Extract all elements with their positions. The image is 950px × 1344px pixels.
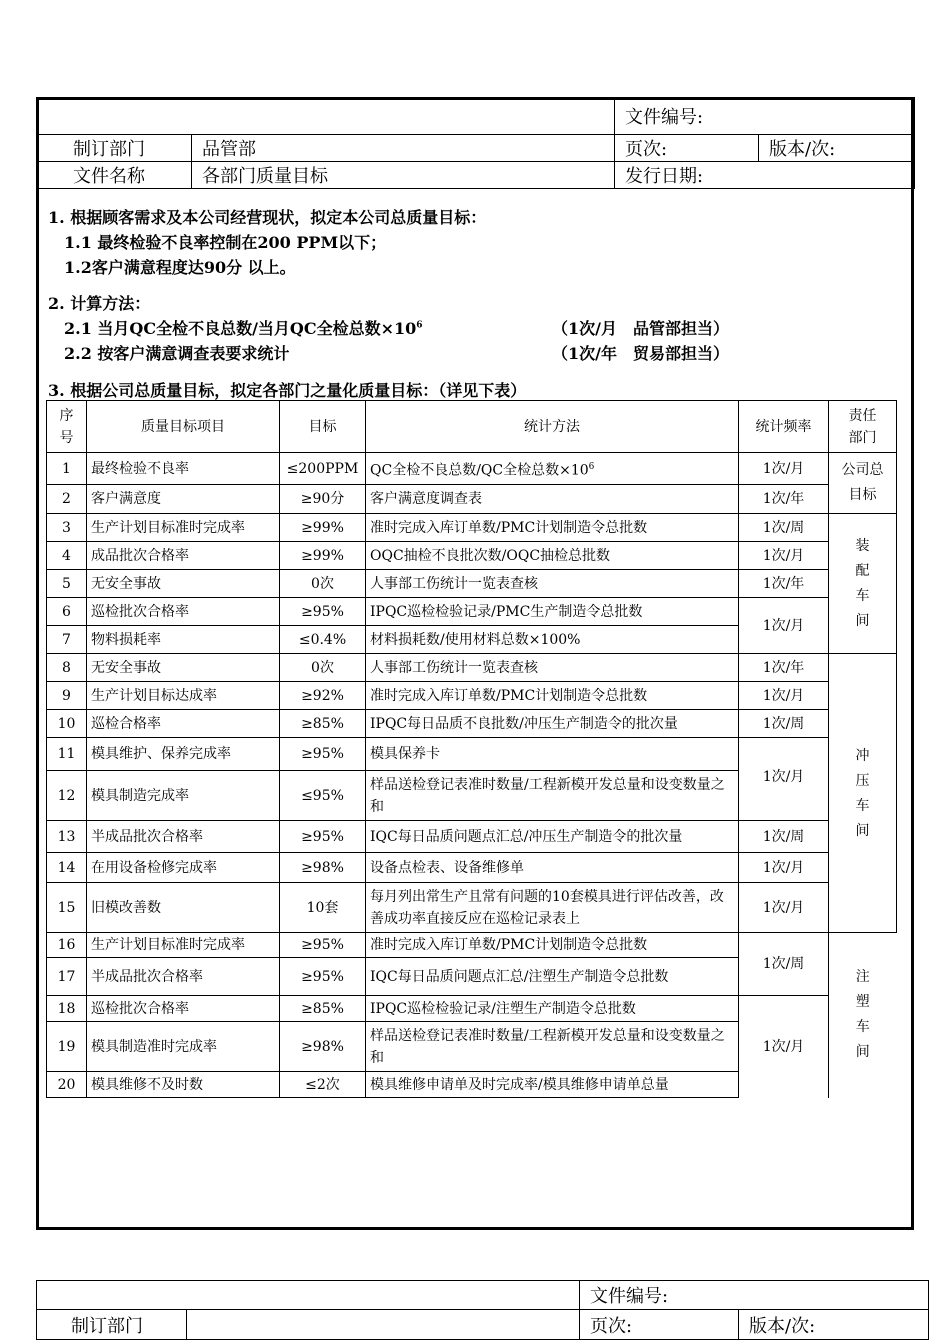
dept-injection: 注 塑 车 间	[829, 933, 897, 1098]
row-target: ≥99%	[280, 514, 366, 542]
table-row	[47, 821, 897, 853]
row-method: 准时完成入库订单数/PMC计划制造令总批数	[366, 682, 739, 710]
row-no: 10	[47, 710, 87, 738]
row-freq: 1次/月	[739, 883, 829, 933]
table-header-row	[47, 401, 897, 453]
row-method: 模具保养卡	[366, 738, 739, 771]
row-method: IPQC巡检检验记录/PMC生产制造令总批数	[366, 598, 739, 626]
row-item: 成品批次合格率	[87, 542, 280, 570]
row-target: ≥90分	[280, 485, 366, 514]
row-item: 巡检批次合格率	[87, 996, 280, 1022]
row-no: 8	[47, 654, 87, 682]
section-1-heading: 1. 根据顾客需求及本公司经营现状，拟定本公司总质量目标：	[48, 208, 487, 227]
doc-no-label: 文件编号:	[615, 98, 915, 135]
row-target: ≥95%	[280, 738, 366, 771]
row-no: 3	[47, 514, 87, 542]
row-method: 准时完成入库订单数/PMC计划制造令总批数	[366, 514, 739, 542]
row-method: 样品送检登记表准时数量/工程新模开发总量和设变数量之和	[366, 1022, 739, 1072]
section-2-1-note: （1次/月 品管部担当）	[552, 319, 729, 338]
table-row	[47, 570, 897, 598]
row-target: ≥85%	[280, 710, 366, 738]
section-1-2: 1.2客户满意程度达90分 以上。	[64, 258, 296, 277]
col-header-no: 序 号	[47, 401, 87, 453]
doc-name-value: 各部门质量目标	[192, 162, 615, 189]
row-method: 人事部工伤统计一览表查核	[366, 570, 739, 598]
row-no: 16	[47, 933, 87, 958]
row-item: 生产计划目标准时完成率	[87, 514, 280, 542]
row-method: 准时完成入库订单数/PMC计划制造令总批数	[366, 933, 739, 958]
row-method: 材料损耗数/使用材料总数×100%	[366, 626, 739, 654]
row-item: 半成品批次合格率	[87, 958, 280, 996]
section-2-1-exponent: 6	[416, 320, 423, 331]
row-freq: 1次/周	[739, 933, 829, 996]
row-no: 12	[47, 771, 87, 821]
table-row	[47, 883, 897, 933]
next-page-header	[36, 1280, 929, 1340]
row-no: 1	[47, 453, 87, 485]
row-no: 19	[47, 1022, 87, 1072]
row-no: 20	[47, 1072, 87, 1098]
row-item: 最终检验不良率	[87, 453, 280, 485]
table-row	[47, 853, 897, 883]
row-method: IQC每日品质问题点汇总/注塑生产制造令总批数	[366, 958, 739, 996]
row-method: 人事部工伤统计一览表查核	[366, 654, 739, 682]
row-item: 无安全事故	[87, 654, 280, 682]
row-target: ≥98%	[280, 1022, 366, 1072]
row-target: 0次	[280, 654, 366, 682]
next-header-blank-cell	[37, 1281, 580, 1310]
table-row	[47, 514, 897, 542]
row-target: ≤95%	[280, 771, 366, 821]
table-row	[47, 682, 897, 710]
col-header-target: 目标	[280, 401, 366, 453]
next-page-label: 页次:	[580, 1310, 739, 1340]
table-row	[47, 654, 897, 682]
section-2-2: 2.2 按客户满意调查表要求统计	[64, 344, 290, 363]
dept-label: 制订部门	[37, 135, 192, 162]
version-label: 版本/次:	[759, 135, 915, 162]
row-no: 17	[47, 958, 87, 996]
section-2-1-text: 2.1 当月QC全检不良总数/当月QC全检总数×10	[64, 319, 417, 338]
row-item: 旧模改善数	[87, 883, 280, 933]
section-3-heading: 3. 根据公司总质量目标，拟定各部门之量化质量目标：（详见下表）	[48, 381, 527, 400]
row-freq: 1次/月	[739, 738, 829, 821]
row-target: ≥99%	[280, 542, 366, 570]
row-item: 模具制造准时完成率	[87, 1022, 280, 1072]
col-header-item: 质量目标项目	[87, 401, 280, 453]
row-no: 7	[47, 626, 87, 654]
row-freq: 1次/年	[739, 485, 829, 514]
quality-target-table	[46, 400, 897, 1098]
row-freq: 1次/年	[739, 654, 829, 682]
page-label: 页次:	[615, 135, 759, 162]
row-method: QC全检不良总数/QC全检总数$\times 10^6$	[366, 453, 739, 485]
row-method: IPQC巡检检验记录/注塑生产制造令总批数	[366, 996, 739, 1022]
row-no: 5	[47, 570, 87, 598]
row-item: 物料损耗率	[87, 626, 280, 654]
section-2-2-note: （1次/年 贸易部担当）	[552, 344, 729, 363]
row-target: ≥95%	[280, 821, 366, 853]
table-row	[47, 710, 897, 738]
row-target: ≥85%	[280, 996, 366, 1022]
row-item: 巡检批次合格率	[87, 598, 280, 626]
row-no: 18	[47, 996, 87, 1022]
row-freq: 1次/月	[739, 853, 829, 883]
row-target: ≤0.4%	[280, 626, 366, 654]
section-1-1: 1.1 最终检验不良率控制在200 PPM以下；	[64, 233, 387, 252]
section-2-1	[64, 316, 423, 339]
row-target: ≥95%	[280, 933, 366, 958]
row-freq: 1次/年	[739, 570, 829, 598]
row-freq: 1次/月	[739, 453, 829, 485]
dept-value: 品管部	[192, 135, 615, 162]
row-freq: 1次/月	[739, 598, 829, 654]
row-method: 模具维修申请单及时完成率/模具维修申请单总量	[366, 1072, 739, 1098]
row-method: 客户满意度调查表	[366, 485, 739, 514]
table-row	[47, 485, 897, 514]
next-doc-no-label: 文件编号:	[580, 1281, 929, 1310]
row-target: ≥98%	[280, 853, 366, 883]
table-row	[47, 542, 897, 570]
row-method: IPQC每日品质不良批数/冲压生产制造令的批次量	[366, 710, 739, 738]
col-header-dept: 责任 部门	[829, 401, 897, 453]
col-header-method: 统计方法	[366, 401, 739, 453]
row-method: 每月列出常生产且常有问题的10套模具进行评估改善，改善成功率直接反应在巡检记录表上	[366, 883, 739, 933]
next-dept-label: 制订部门	[37, 1310, 187, 1340]
row-target: ≤2次	[280, 1072, 366, 1098]
dept-stamping: 冲 压 车 间	[829, 654, 897, 933]
row-freq: 1次/月	[739, 996, 829, 1098]
next-dept-value	[187, 1310, 580, 1340]
row-target: 0次	[280, 570, 366, 598]
row-item: 客户满意度	[87, 485, 280, 514]
row-target: ≤200PPM	[280, 453, 366, 485]
row-freq: 1次/月	[739, 682, 829, 710]
row-item: 生产计划目标准时完成率	[87, 933, 280, 958]
dept-company: 公司总 目标	[829, 453, 897, 514]
row-freq: 1次/月	[739, 542, 829, 570]
row-item: 无安全事故	[87, 570, 280, 598]
row-no: 2	[47, 485, 87, 514]
row-method: 样品送检登记表准时数量/工程新模开发总量和设变数量之和	[366, 771, 739, 821]
doc-name-label: 文件名称	[37, 162, 192, 189]
row-target: ≥92%	[280, 682, 366, 710]
issue-date-label: 发行日期:	[615, 162, 915, 189]
dept-assembly: 装 配 车 间	[829, 514, 897, 654]
row-item: 模具维修不及时数	[87, 1072, 280, 1098]
next-version-label: 版本/次:	[739, 1310, 929, 1340]
table-row	[47, 996, 897, 1022]
row-item: 生产计划目标达成率	[87, 682, 280, 710]
header-blank-cell	[37, 98, 615, 135]
row-item: 模具制造完成率	[87, 771, 280, 821]
row-no: 9	[47, 682, 87, 710]
table-row	[47, 453, 897, 485]
row-target: ≥95%	[280, 958, 366, 996]
row-no: 13	[47, 821, 87, 853]
row-target: ≥95%	[280, 598, 366, 626]
row-freq: 1次/周	[739, 821, 829, 853]
row-no: 15	[47, 883, 87, 933]
row-method: 设备点检表、设备维修单	[366, 853, 739, 883]
row-no: 14	[47, 853, 87, 883]
row-item: 巡检合格率	[87, 710, 280, 738]
section-2-heading: 2. 计算方法：	[48, 294, 151, 313]
row-freq: 1次/周	[739, 710, 829, 738]
table-row	[47, 598, 897, 626]
row-item: 半成品批次合格率	[87, 821, 280, 853]
row-method: OQC抽检不良批次数/OQC抽检总批数	[366, 542, 739, 570]
col-header-freq: 统计频率	[739, 401, 829, 453]
document-header	[36, 97, 915, 189]
row-target: 10套	[280, 883, 366, 933]
row-no: 6	[47, 598, 87, 626]
row-no: 11	[47, 738, 87, 771]
table-row	[47, 738, 897, 771]
table-row	[47, 933, 897, 958]
row-item: 在用设备检修完成率	[87, 853, 280, 883]
row-item: 模具维护、保养完成率	[87, 738, 280, 771]
row-no: 4	[47, 542, 87, 570]
row-method: IQC每日品质问题点汇总/冲压生产制造令的批次量	[366, 821, 739, 853]
row-freq: 1次/周	[739, 514, 829, 542]
